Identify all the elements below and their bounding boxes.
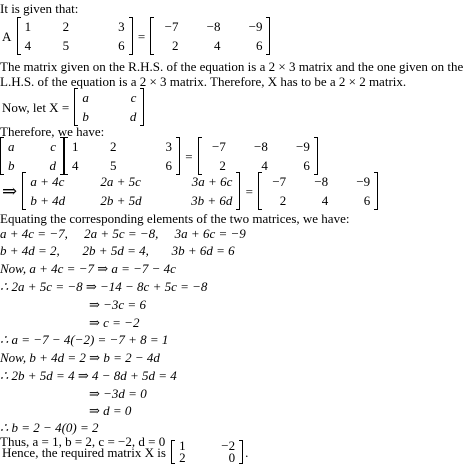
let-x-line (0, 88, 144, 126)
cell: −9 (296, 139, 310, 154)
cell: −7 (272, 174, 287, 189)
cell: 5 (62, 38, 70, 53)
cell: −2 (221, 438, 236, 453)
cell: 4 (24, 38, 32, 53)
equals-sign: = (137, 28, 146, 44)
matrix-given-left-2 (64, 137, 180, 175)
cell: a (82, 90, 89, 105)
cell: 2 (110, 139, 117, 154)
step-line: ⇒ −3d = 0 (89, 386, 147, 401)
step-line: ∴ a = −7 − 4(−2) = −7 + 8 = 1 (0, 332, 169, 347)
cell: 6 (118, 38, 125, 53)
period: . (245, 444, 249, 460)
cell: c (130, 90, 137, 105)
matrix-x-result (171, 440, 243, 464)
matrix-given-right (150, 17, 270, 55)
matrix-product (22, 172, 240, 210)
step-line: ∴ 2b + 5d = 4 ⇒ 4 − 8d + 5d = 4 (0, 368, 177, 383)
step-line: ⇒ c = −2 (89, 315, 140, 330)
cell: 6 (303, 158, 310, 173)
cell: 2 (219, 158, 226, 173)
cell: 3 (165, 139, 172, 154)
cell: c (50, 139, 56, 154)
cell: a + 4c (30, 174, 65, 189)
equation-given (0, 17, 270, 55)
equals-sign: = (185, 148, 193, 164)
cell: −9 (356, 174, 371, 189)
cell: −8 (206, 19, 221, 34)
cell: 1 (179, 438, 186, 453)
cell: 2a + 5c (100, 174, 141, 189)
cell: 4 (261, 158, 268, 173)
matrix-x-variables (74, 88, 144, 126)
matrix-x (0, 137, 64, 175)
cell: 3b + 6d (191, 193, 233, 208)
cell: −7 (164, 19, 179, 34)
cell: b (8, 158, 15, 173)
step-line: ⇒ d = 0 (89, 403, 132, 418)
equation-product (0, 137, 318, 175)
cell: 2 (279, 193, 287, 208)
cell: 3 (118, 19, 125, 34)
cell: 3a + 6c (191, 174, 233, 189)
cell: 1 (72, 139, 79, 154)
cell: 2 (62, 19, 70, 34)
equals-sign: = (245, 183, 253, 199)
matrix-given-left (17, 17, 133, 55)
hence-line (0, 440, 250, 464)
cell: 0 (228, 450, 236, 465)
cell: 4 (321, 193, 329, 208)
step-line: ∴ 2a + 5c = −8 ⇒ −14 − 8c + 5c = −8 (0, 279, 208, 294)
equating-text: Equating the corresponding elements of the two matrices, we have: (0, 211, 350, 226)
equation-row-2: b + 4d = 2, 2b + 5d = 4, 3b + 6d = 6 (0, 243, 235, 258)
paragraph-line-1: The matrix given on the R.H.S. of the equation is a 2 × 3 matrix and the one given on the (0, 59, 464, 74)
equation-expanded (0, 172, 378, 210)
equation-row-1: a + 4c = −7, 2a + 5c = −8, 3a + 6c = −9 (0, 226, 246, 241)
hence-text: Hence, the required matrix X is (2, 444, 166, 460)
thus-line: Thus, a = 1, b = 2, c = −2, d = 0 (0, 434, 166, 449)
cell: 4 (213, 38, 221, 53)
intro-text: It is given that: (0, 1, 79, 16)
cell: 6 (255, 38, 263, 53)
cell: −7 (212, 139, 226, 154)
cell: 2 (179, 450, 186, 465)
matrix-given-right-2 (198, 137, 318, 175)
cell: 6 (363, 193, 371, 208)
step-line: Now, a + 4c = −7 ⇒ a = −7 − 4c (0, 261, 176, 276)
cell: 2 (171, 38, 179, 53)
cell: d (49, 158, 56, 173)
cell: −9 (248, 19, 263, 34)
cell: b (82, 109, 89, 124)
cell: d (129, 109, 137, 124)
cell: 6 (165, 158, 172, 173)
cell: 1 (24, 19, 32, 34)
therefore-text: Therefore, we have: (0, 124, 105, 139)
matrix-a-label: A (2, 28, 12, 44)
step-line: ⇒ −3c = 6 (89, 297, 146, 312)
let-x-text: Now, let X = (2, 99, 70, 115)
matrix-given-right-3 (258, 172, 378, 210)
cell: 5 (110, 158, 117, 173)
implies-arrow: ⇒ (2, 181, 18, 201)
paragraph-line-2: L.H.S. of the equation is a 2 × 3 matrix. Therefore, X has to be a 2 × 2 matrix. (0, 74, 407, 89)
cell: 4 (72, 158, 79, 173)
step-line: Now, b + 4d = 2 ⇒ b = 2 − 4d (0, 350, 160, 365)
cell: −8 (314, 174, 329, 189)
cell: 2b + 5d (100, 193, 142, 208)
cell: −8 (254, 139, 268, 154)
step-line: ∴ b = 2 − 4(0) = 2 (0, 420, 99, 435)
cell: a (8, 139, 15, 154)
cell: b + 4d (30, 193, 66, 208)
